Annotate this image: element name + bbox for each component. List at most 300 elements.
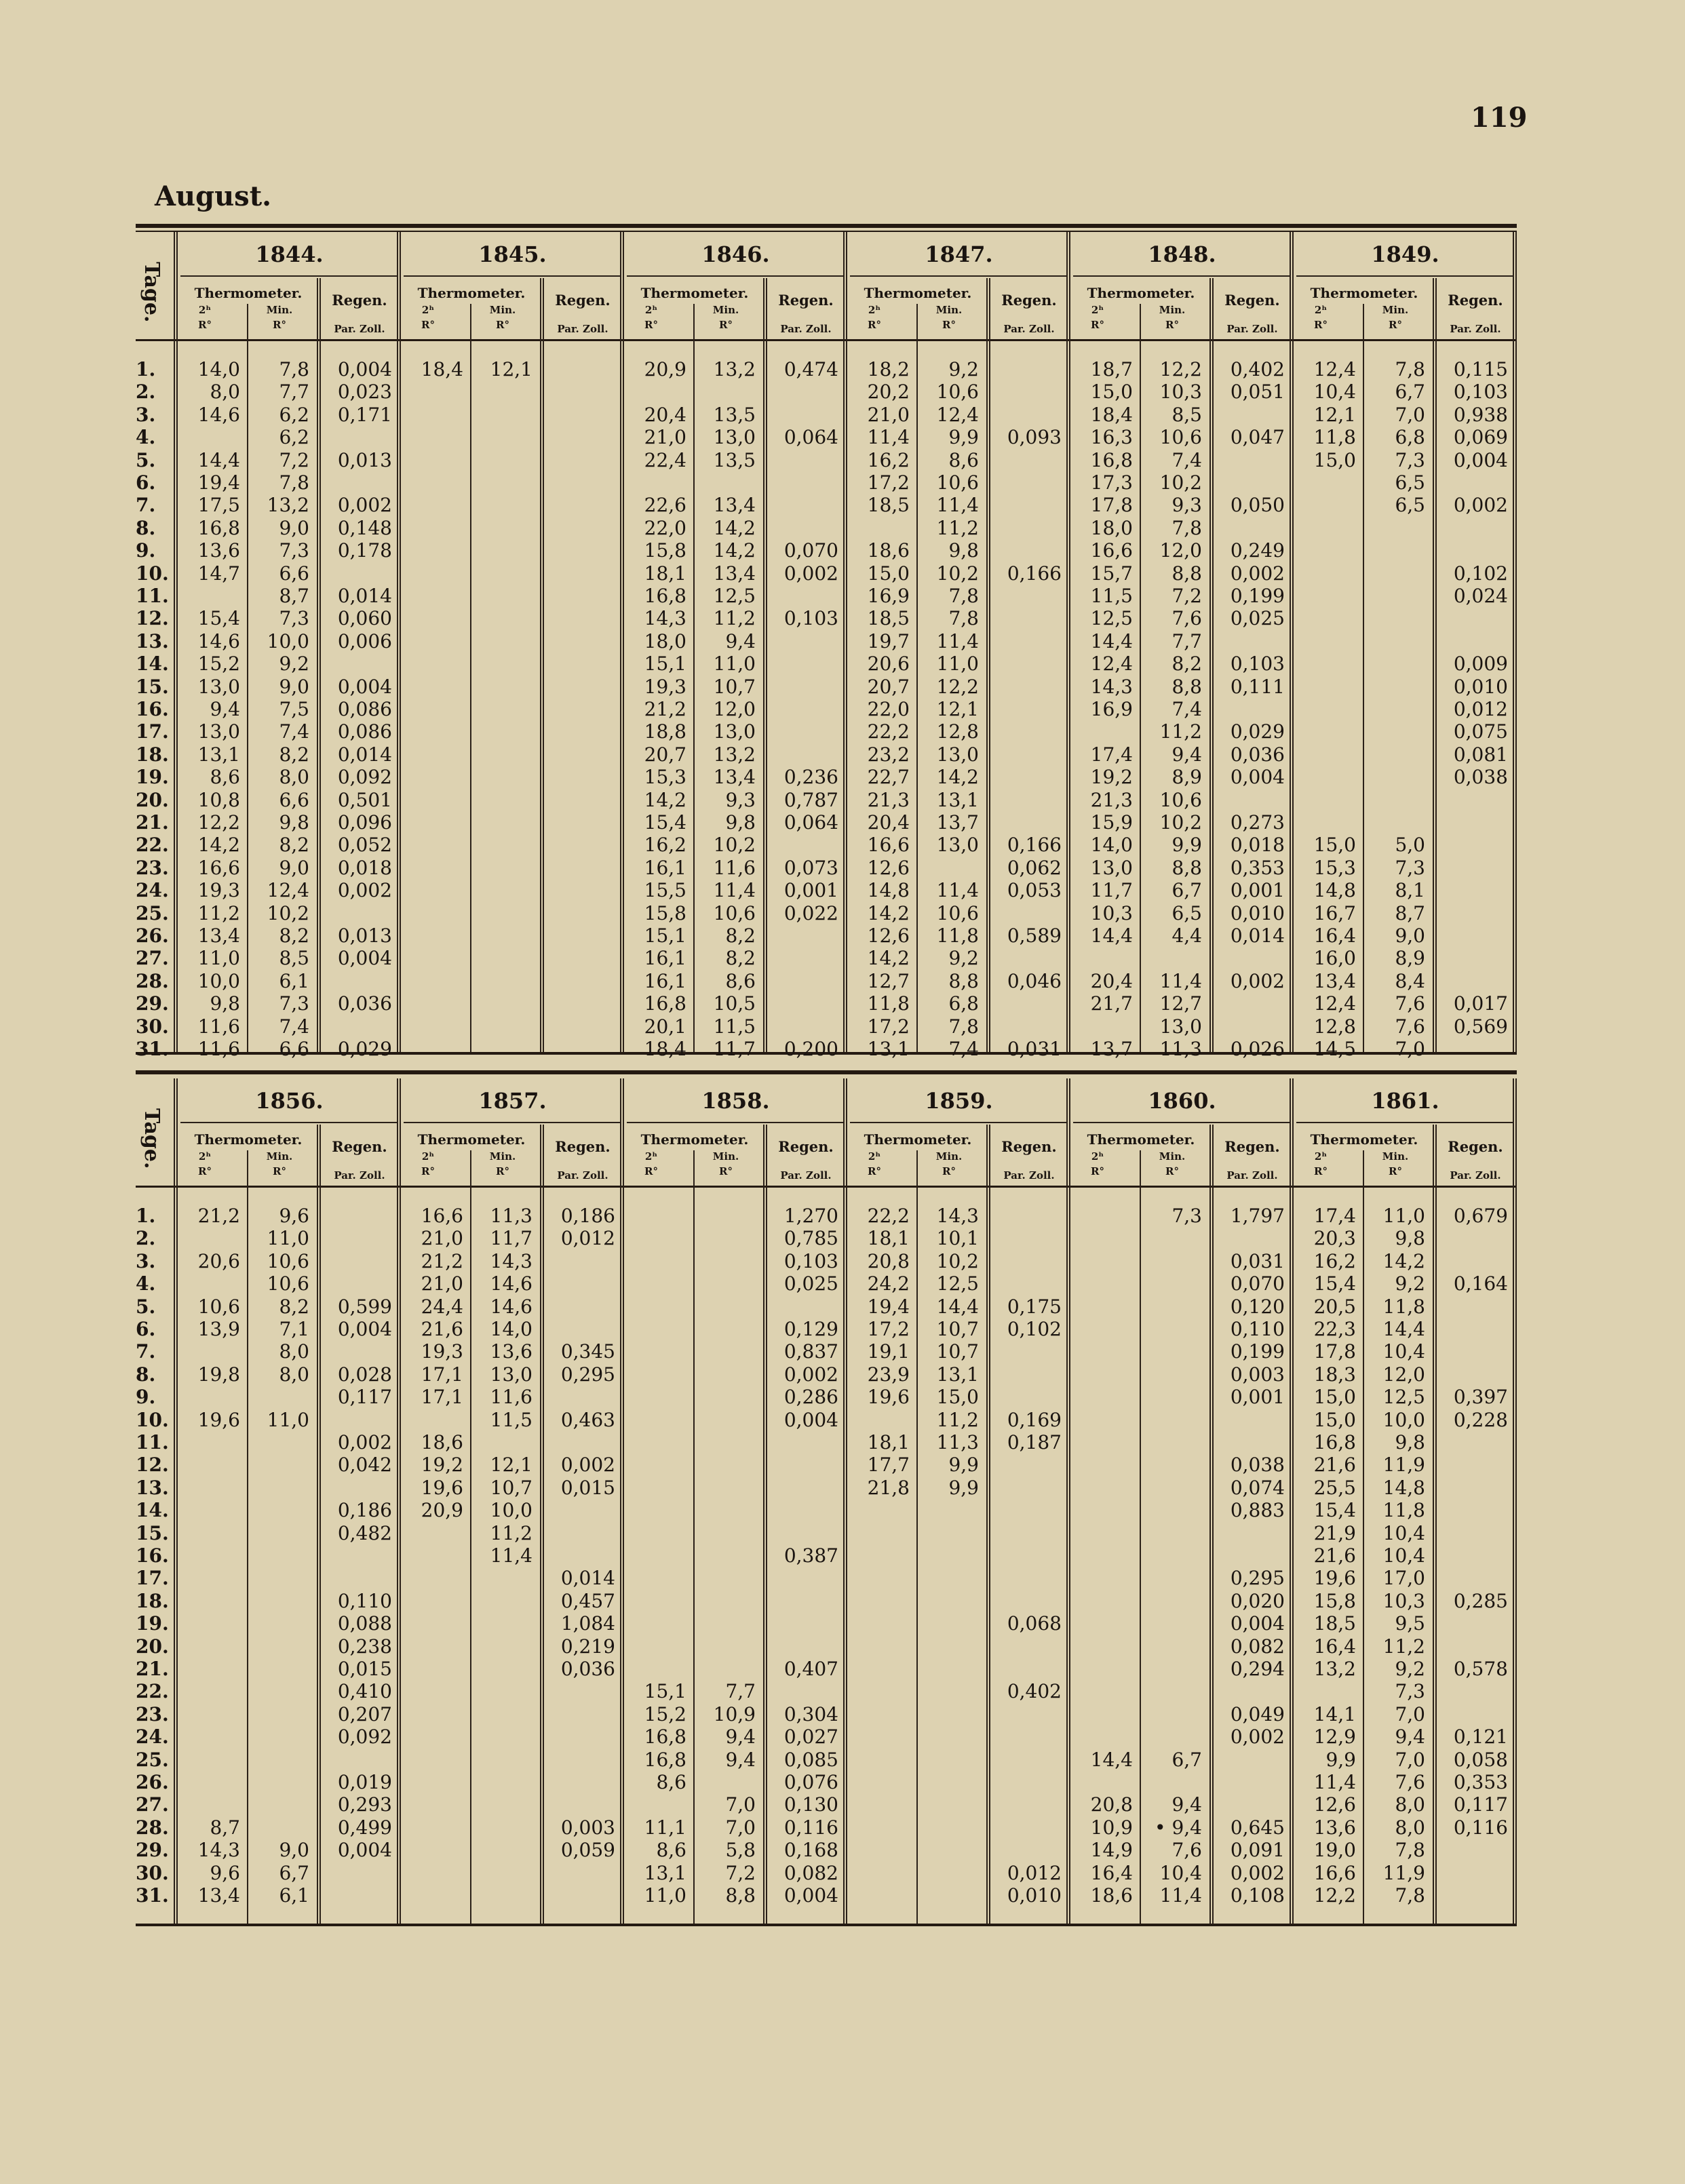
temp-min-cell: 11,4	[936, 629, 979, 652]
temp-min-cell: 11,5	[713, 1015, 756, 1038]
temp-min-cell: 10,7	[490, 1476, 532, 1499]
column-separator	[397, 1078, 401, 1924]
temp-min-cell: 10,6	[936, 381, 979, 404]
temp-min-cell: 9,4	[725, 1725, 756, 1749]
day-label: 6.	[136, 471, 156, 494]
temp-min-cell: 6,8	[948, 992, 979, 1015]
regen-cell: 0,006	[337, 629, 392, 652]
temp-min-cell: 11,4	[936, 494, 979, 517]
regen-cell: 0,304	[783, 1702, 838, 1725]
temp-min-cell: 11,0	[936, 652, 979, 676]
regen-cell: 0,051	[1230, 381, 1285, 404]
year-heading-rule	[1073, 275, 1291, 277]
regen-cell: 0,883	[1230, 1499, 1285, 1522]
regen-cell: 0,353	[1453, 1771, 1508, 1793]
temp-min-cell: 11,9	[1382, 1454, 1425, 1477]
temp-2h-cell: 21,0	[644, 426, 686, 449]
temp-min-cell: 6,7	[1171, 879, 1202, 902]
temp-min-cell: 9,9	[948, 1476, 979, 1499]
temp-min-cell: 7,0	[1395, 403, 1425, 426]
day-label: 14.	[136, 652, 169, 676]
regen-cell: 0,407	[783, 1658, 838, 1680]
temp-2h-cell: 18,3	[1313, 1363, 1356, 1386]
col-min-header: Min.	[1159, 1150, 1186, 1163]
regen-cell: 0,069	[1453, 426, 1508, 449]
temp-min-cell: 8,9	[1171, 766, 1202, 789]
regen-header: Regen.	[1224, 1138, 1280, 1155]
temp-min-cell: 9,2	[948, 358, 979, 381]
regen-cell: 0,117	[1453, 1793, 1508, 1816]
regen-cell: 0,026	[1230, 1038, 1285, 1060]
temp-min-cell: 9,9	[948, 1454, 979, 1477]
day-label: 30.	[136, 1015, 169, 1038]
temp-min-cell: 13,6	[490, 1340, 532, 1363]
regen-cell: 0,091	[1230, 1839, 1285, 1862]
column-separator	[843, 232, 847, 1052]
year-heading-rule	[404, 1122, 621, 1123]
day-label: 30.	[136, 1861, 169, 1884]
temp-2h-cell: 14,9	[1090, 1839, 1133, 1862]
unit-header: R°	[868, 319, 881, 331]
temp-min-cell: 11,8	[1382, 1295, 1425, 1318]
regen-header: Regen.	[332, 292, 387, 309]
temp-2h-cell: 17,3	[1090, 471, 1133, 494]
temp-2h-cell: 20,8	[1090, 1793, 1133, 1816]
regen-cell: 0,028	[337, 1363, 392, 1386]
temp-min-cell: 10,6	[936, 901, 979, 924]
regen-cell: 0,070	[1230, 1272, 1285, 1295]
temp-min-cell: 7,7	[725, 1680, 756, 1703]
unit-header: R°	[1165, 1165, 1179, 1177]
regen-cell: 0,085	[783, 1748, 838, 1771]
day-label: 15.	[136, 675, 169, 698]
unit-header: R°	[1314, 319, 1328, 331]
temp-2h-cell: 16,9	[1090, 698, 1133, 720]
temp-min-cell: 13,0	[936, 743, 979, 766]
temp-min-cell: 11,3	[936, 1431, 979, 1454]
temp-2h-cell: 10,8	[197, 788, 240, 811]
temp-min-cell: 10,3	[1159, 381, 1202, 404]
temp-2h-cell: 20,3	[1313, 1227, 1356, 1250]
temp-min-cell: 10,4	[1382, 1521, 1425, 1544]
temp-2h-cell: 16,4	[1313, 1635, 1356, 1658]
regen-cell: 0,010	[1007, 1884, 1062, 1907]
temp-2h-cell: 22,2	[867, 1205, 910, 1227]
temp-2h-cell: 19,2	[421, 1454, 463, 1477]
year-heading-rule	[180, 275, 398, 277]
regen-cell: 0,022	[783, 901, 838, 924]
column-separator	[1290, 232, 1294, 1052]
column-separator	[1140, 1150, 1141, 1924]
temp-2h-cell: 21,0	[421, 1227, 463, 1250]
temp-min-cell: 9,3	[1171, 494, 1202, 517]
temp-2h-cell: 21,9	[1313, 1521, 1356, 1544]
col-min-header: Min.	[489, 1150, 516, 1163]
temp-min-cell: 8,0	[279, 1363, 309, 1386]
regen-cell: 0,457	[560, 1589, 615, 1612]
temp-2h-cell: 19,6	[197, 1408, 240, 1431]
temp-2h-cell: 11,6	[197, 1038, 240, 1060]
temp-2h-cell: 22,2	[867, 720, 910, 743]
temp-2h-cell: 13,4	[1313, 969, 1356, 992]
unit-header: R°	[198, 319, 212, 331]
regen-cell: 0,013	[337, 924, 392, 947]
header-bottom-rule	[136, 339, 1517, 341]
unit-header: R°	[1091, 319, 1104, 331]
day-label: 26.	[136, 924, 169, 947]
temp-2h-cell: 14,0	[197, 358, 240, 381]
temp-2h-cell: 10,6	[197, 1295, 240, 1318]
temp-min-cell: 13,1	[936, 1363, 979, 1386]
temp-min-cell: 9,4	[725, 1748, 756, 1771]
regen-cell: 0,103	[783, 607, 838, 630]
temp-min-cell: 11,7	[490, 1227, 532, 1250]
temp-min-cell: 10,7	[936, 1340, 979, 1363]
temp-min-cell: 13,0	[936, 834, 979, 857]
temp-min-cell: 11,3	[1159, 1038, 1202, 1060]
temp-min-cell: 12,4	[267, 879, 309, 902]
temp-min-cell: 15,0	[936, 1386, 979, 1409]
day-label: 22.	[136, 1680, 169, 1703]
temp-2h-cell: 20,6	[197, 1249, 240, 1272]
unit-header: R°	[273, 1165, 286, 1177]
unit-header: R°	[868, 1165, 881, 1177]
regen-cell: 0,082	[783, 1861, 838, 1884]
temp-min-cell: 8,6	[948, 448, 979, 471]
regen-cell: 0,086	[337, 698, 392, 720]
year-heading-rule	[1296, 275, 1514, 277]
regen-cell: 0,025	[1230, 607, 1285, 630]
year-heading-rule	[1073, 1122, 1291, 1123]
regen-cell: 0,070	[783, 539, 838, 562]
temp-min-cell: 13,4	[713, 494, 756, 517]
temp-2h-cell: 11,0	[644, 1884, 686, 1907]
regen-unit-header: Par. Zoll.	[1003, 1169, 1055, 1182]
temp-2h-cell: 15,8	[644, 539, 686, 562]
temp-min-cell: 17,0	[1382, 1567, 1425, 1590]
column-separator	[620, 1078, 624, 1924]
temp-min-cell: 9,2	[1395, 1658, 1425, 1680]
temp-2h-cell: 14,2	[644, 788, 686, 811]
temp-min-cell: 9,0	[279, 516, 309, 539]
regen-cell: 0,001	[1230, 879, 1285, 902]
temp-2h-cell: 16,1	[644, 969, 686, 992]
temp-2h-cell: 16,4	[1313, 924, 1356, 947]
temp-2h-cell: 19,6	[421, 1476, 463, 1499]
regen-cell: 0,645	[1230, 1816, 1285, 1839]
year-heading: 1846.	[701, 241, 770, 267]
header-bottom-rule	[136, 1186, 1517, 1188]
day-label: 16.	[136, 1544, 169, 1567]
temp-min-cell: 10,6	[1159, 788, 1202, 811]
day-label: 25.	[136, 1748, 169, 1771]
temp-min-cell: 10,1	[936, 1227, 979, 1250]
regen-cell: 0,075	[1453, 720, 1508, 743]
temp-min-cell: 13,0	[1159, 1015, 1202, 1038]
col-2h-header: 2ʰ	[868, 1150, 881, 1163]
day-label: 2.	[136, 1227, 156, 1250]
regen-cell: 0,249	[1230, 539, 1285, 562]
temp-2h-cell: 12,4	[1090, 652, 1133, 676]
temp-2h-cell: 19,3	[644, 675, 686, 698]
temp-2h-cell: 12,8	[1313, 1015, 1356, 1038]
thermometer-header: Thermometer.	[640, 285, 749, 301]
temp-min-cell: 10,3	[1382, 1589, 1425, 1612]
regen-cell: 1,270	[783, 1205, 838, 1227]
regen-cell: 0,003	[1230, 1363, 1285, 1386]
col-2h-header: 2ʰ	[1314, 1150, 1328, 1163]
temp-min-cell: 12,7	[1159, 992, 1202, 1015]
thermometer-header: Thermometer.	[1310, 285, 1418, 301]
thermometer-header: Thermometer.	[194, 285, 303, 301]
day-label: 21.	[136, 1658, 169, 1680]
day-label: 29.	[136, 992, 169, 1015]
regen-cell: 0,038	[1230, 1454, 1285, 1477]
temp-2h-cell: 16,6	[1090, 539, 1133, 562]
temp-min-cell: 13,2	[267, 494, 309, 517]
day-label: 17.	[136, 1567, 169, 1590]
temp-2h-cell: 17,2	[867, 471, 910, 494]
day-label: 20.	[136, 1635, 169, 1658]
regen-cell: 0,004	[337, 1318, 392, 1340]
regen-header: Regen.	[1224, 292, 1280, 309]
regen-cell: 0,082	[1230, 1635, 1285, 1658]
regen-cell: 0,002	[337, 879, 392, 902]
temp-min-cell: 11,3	[490, 1205, 532, 1227]
temp-2h-cell: 20,7	[644, 743, 686, 766]
regen-cell: 0,569	[1453, 1015, 1508, 1038]
regen-cell: 0,501	[337, 788, 392, 811]
temp-min-cell: 11,2	[936, 1408, 979, 1431]
temp-2h-cell: 16,1	[644, 856, 686, 879]
temp-min-cell: 11,2	[490, 1521, 532, 1544]
temp-min-cell: 7,6	[1171, 607, 1202, 630]
day-label: 6.	[136, 1318, 156, 1340]
temp-2h-cell: 21,6	[1313, 1454, 1356, 1477]
page-number: 119	[1471, 102, 1528, 134]
regen-cell: 0,219	[560, 1635, 615, 1658]
column-separator	[1433, 1125, 1437, 1924]
temp-2h-cell: 15,1	[644, 924, 686, 947]
regen-cell: 0,047	[1230, 426, 1285, 449]
temp-2h-cell: 18,0	[1090, 516, 1133, 539]
temp-min-cell: 7,8	[1395, 358, 1425, 381]
thermometer-header: Thermometer.	[194, 1131, 303, 1148]
regen-cell: 0,410	[337, 1680, 392, 1703]
temp-min-cell: 7,8	[279, 471, 309, 494]
temp-2h-cell: 20,4	[867, 811, 910, 834]
day-label: 31.	[136, 1884, 169, 1907]
day-label: 9.	[136, 539, 156, 562]
temp-min-cell: 7,4	[279, 1015, 309, 1038]
regen-cell: 0,001	[783, 879, 838, 902]
temp-2h-cell: 19,4	[867, 1295, 910, 1318]
unit-header: R°	[421, 319, 435, 331]
temp-2h-cell: 16,6	[867, 834, 910, 857]
temp-min-cell: 7,6	[1395, 1015, 1425, 1038]
day-label: 10.	[136, 1408, 169, 1431]
temp-min-cell: 12,2	[1159, 358, 1202, 381]
temp-2h-cell: 21,7	[1090, 992, 1133, 1015]
regen-cell: 0,187	[1007, 1431, 1062, 1454]
temp-2h-cell: 13,4	[197, 924, 240, 947]
temp-2h-cell: 8,6	[656, 1771, 686, 1793]
temp-min-cell: 8,2	[279, 743, 309, 766]
temp-2h-cell: 16,9	[867, 585, 910, 607]
temp-2h-cell: 16,4	[1090, 1861, 1133, 1884]
temp-min-cell: 6,7	[279, 1861, 309, 1884]
regen-cell: 0,015	[560, 1476, 615, 1499]
temp-min-cell: 13,2	[713, 743, 756, 766]
regen-cell: 0,018	[1230, 834, 1285, 857]
temp-min-cell: 13,0	[713, 720, 756, 743]
temp-2h-cell: 15,8	[644, 901, 686, 924]
regen-cell: 0,015	[337, 1658, 392, 1680]
regen-cell: 0,014	[337, 585, 392, 607]
temp-min-cell: 9,3	[725, 788, 756, 811]
regen-cell: 0,599	[337, 1295, 392, 1318]
temp-2h-cell: 21,0	[421, 1272, 463, 1295]
day-label: 23.	[136, 856, 169, 879]
regen-cell: 0,081	[1453, 743, 1508, 766]
temp-2h-cell: 12,4	[1313, 358, 1356, 381]
temp-2h-cell: 17,5	[197, 494, 240, 517]
day-label: 17.	[136, 720, 169, 743]
regen-cell: 0,294	[1230, 1658, 1285, 1680]
temp-2h-cell: 10,3	[1090, 901, 1133, 924]
regen-cell: 0,010	[1453, 675, 1508, 698]
temp-2h-cell: 25,5	[1313, 1476, 1356, 1499]
temp-min-cell: 7,4	[1171, 448, 1202, 471]
day-label: 1.	[136, 358, 156, 381]
regen-header: Regen.	[778, 292, 834, 309]
year-heading-rule	[850, 275, 1068, 277]
temp-min-cell: 7,8	[948, 607, 979, 630]
day-label: 26.	[136, 1771, 169, 1793]
temp-2h-cell: 14,4	[197, 448, 240, 471]
regen-cell: 0,029	[337, 1038, 392, 1060]
temp-min-cell: 14,0	[490, 1318, 532, 1340]
year-heading: 1848.	[1148, 241, 1216, 267]
temp-2h-cell: 14,4	[1090, 924, 1133, 947]
temp-min-cell: 11,4	[1159, 1884, 1202, 1907]
temp-2h-cell: 14,2	[197, 834, 240, 857]
regen-cell: 0,115	[1453, 358, 1508, 381]
temp-min-cell: 7,3	[279, 607, 309, 630]
regen-cell: 0,108	[1230, 1884, 1285, 1907]
day-label: 25.	[136, 901, 169, 924]
temp-min-cell: 14,2	[936, 766, 979, 789]
day-label: 20.	[136, 788, 169, 811]
day-label: 15.	[136, 1521, 169, 1544]
regen-cell: 0,004	[783, 1408, 838, 1431]
temp-min-cell: 9,4	[1395, 1725, 1425, 1749]
year-heading: 1845.	[478, 241, 547, 267]
temp-2h-cell: 18,1	[867, 1431, 910, 1454]
regen-cell: 0,785	[783, 1227, 838, 1250]
regen-cell: 0,110	[1230, 1318, 1285, 1340]
temp-2h-cell: 8,6	[210, 766, 240, 789]
temp-min-cell: 6,7	[1171, 1748, 1202, 1771]
temp-min-cell: 7,3	[1395, 448, 1425, 471]
bottom-rule	[136, 1924, 1517, 1926]
col-min-header: Min.	[935, 304, 963, 316]
regen-cell: 0,013	[337, 448, 392, 471]
temp-2h-cell: 15,1	[644, 652, 686, 676]
column-separator	[1363, 1150, 1364, 1924]
unit-header: R°	[719, 319, 733, 331]
temp-min-cell: 4,4	[1171, 924, 1202, 947]
regen-cell: 0,837	[783, 1340, 838, 1363]
temp-2h-cell: 12,5	[1090, 607, 1133, 630]
temp-min-cell: 13,2	[713, 358, 756, 381]
year-heading: 1861.	[1371, 1088, 1439, 1114]
temp-2h-cell: 10,9	[1090, 1816, 1133, 1839]
unit-header: R°	[1165, 319, 1179, 331]
col-2h-header: 2ʰ	[198, 304, 212, 316]
temp-2h-cell: 21,6	[421, 1318, 463, 1340]
temp-2h-cell: 18,4	[1090, 403, 1133, 426]
regen-cell: 0,004	[337, 1839, 392, 1862]
temp-2h-cell: 13,1	[644, 1861, 686, 1884]
temp-2h-cell: 16,3	[1090, 426, 1133, 449]
thermometer-header: Thermometer.	[1087, 285, 1195, 301]
temp-min-cell: 11,0	[267, 1227, 309, 1250]
temp-min-cell: 10,5	[713, 992, 756, 1015]
temp-2h-cell: 9,6	[210, 1861, 240, 1884]
regen-cell: 0,060	[337, 607, 392, 630]
temp-2h-cell: 17,2	[867, 1318, 910, 1340]
day-label: 3.	[136, 403, 156, 426]
temp-2h-cell: 16,1	[644, 947, 686, 970]
col-min-header: Min.	[935, 1150, 963, 1163]
column-separator	[317, 278, 321, 1052]
regen-cell: 0,148	[337, 516, 392, 539]
temp-2h-cell: 16,8	[644, 1748, 686, 1771]
temp-2h-cell: 19,8	[197, 1363, 240, 1386]
regen-cell: 0,130	[783, 1793, 838, 1816]
temp-2h-cell: 16,7	[1313, 901, 1356, 924]
unit-header: R°	[273, 319, 286, 331]
regen-cell: 0,228	[1453, 1408, 1508, 1431]
temp-min-cell: 6,6	[279, 1038, 309, 1060]
temp-min-cell: 7,2	[279, 448, 309, 471]
day-label: 24.	[136, 1725, 169, 1749]
temp-2h-cell: 8,7	[210, 1816, 240, 1839]
temp-min-cell: 9,9	[948, 426, 979, 449]
regen-header: Regen.	[1001, 292, 1057, 309]
regen-cell: 0,474	[783, 358, 838, 381]
regen-cell: 0,116	[783, 1816, 838, 1839]
day-label: 4.	[136, 426, 156, 449]
temp-min-cell: 12,1	[490, 358, 532, 381]
temp-2h-cell: 14,8	[1313, 879, 1356, 902]
temp-min-cell: 9,0	[279, 856, 309, 879]
day-label: 31.	[136, 1038, 169, 1060]
column-separator	[986, 1125, 990, 1924]
regen-cell: 0,353	[1230, 856, 1285, 879]
temp-2h-cell: 16,6	[421, 1205, 463, 1227]
temp-2h-cell: 21,2	[421, 1249, 463, 1272]
year-heading: 1860.	[1148, 1088, 1216, 1114]
temp-2h-cell: 17,4	[1313, 1205, 1356, 1227]
temp-2h-cell: 18,0	[644, 629, 686, 652]
temp-min-cell: 10,2	[267, 901, 309, 924]
temp-min-cell: 14,3	[490, 1249, 532, 1272]
tage-label: Tage.	[140, 262, 163, 323]
temp-2h-cell: 20,6	[867, 652, 910, 676]
regen-cell: 0,052	[337, 834, 392, 857]
